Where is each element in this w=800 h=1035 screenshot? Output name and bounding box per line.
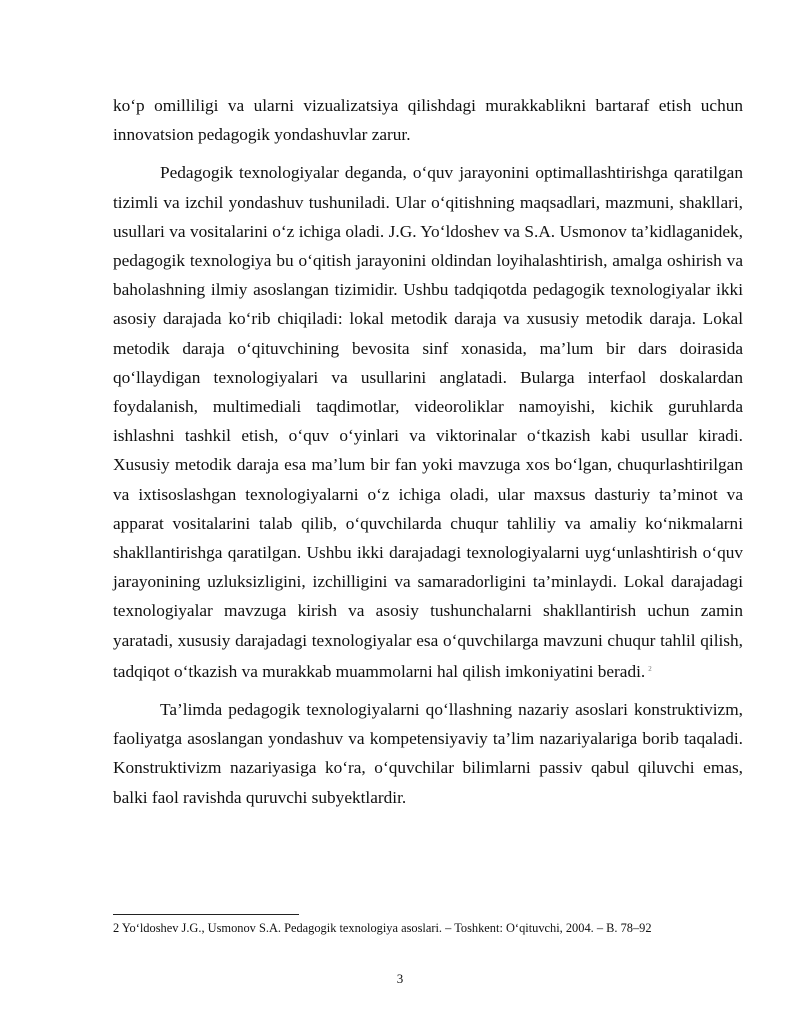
- paragraph-continuation: ko‘p omilliligi va ularni vizualizatsiya qilishdagi murakkablikni bartaraf etish uchun innovatsion pedagogik yondashuvlar zarur.: [113, 96, 743, 145]
- body-text: [113, 91, 743, 812]
- paragraph-pedagogical-technologies: [113, 158, 743, 686]
- footnote-reference[interactable]: 2: [648, 664, 652, 673]
- footnote: 2 Yo‘ldoshev J.G., Usmonov S.A. Pedagogik texnologiya asoslari. – Toshkent: O‘qituvchi, 2004. – B. 78–92: [113, 921, 652, 935]
- paragraph-theoretical-foundations: Ta’limda pedagogik texnologiyalarni qo‘llashning nazariy asoslari konstruktivizm, faoliyatga asoslangan yondashuv va kompetensiyaviy ta’lim nazariyalariga borib taqaladi. Konstruktivizm nazariyasiga ko‘ra, o‘quvchilar bilimlarni passiv qabul qiluvchi emas, balki faol ravishda quruvchi subyektlardir.: [113, 700, 743, 807]
- page-number: 3: [396, 971, 404, 986]
- paragraph-text: Pedagogik texnologiyalar deganda, o‘quv jarayonini optimallashtirishga qaratilgan tizimli va izchil yondashuv tushuniladi. Ular o‘qitishning maqsadlari, mazmuni, shakllari, usullari va vositalarini o‘z ichiga oladi. J.G. Yo‘ldoshev va S.A. Usmonov ta’kidlaganidek, pedagogik texnologiya bu o‘qitish jarayonini oldindan loyihalashtirish, amalga oshirish va baholashning ilmiy asoslangan tizimidir. Ushbu tadqiqotda pedagogik texnologiyalar ikki asosiy darajada ko‘rib chiqiladi: lokal metodik daraja va xususiy metodik daraja. Lokal metodik daraja o‘qituvchining bevosita sinf xonasida, ma’lum bir dars doirasida qo‘llaydigan texnologiyalari va usullarini anglatadi. Bularga interfaol doskalardan foydalanish, multimediali taqdimotlar, videoroliklar namoyishi, kichik guruhlarda ishlashni tashkil etish, o‘quv o‘yinlari va viktorinalar o‘tkazish kabi usullar kiradi. Xususiy metodik daraja esa ma’lum bir fan yoki mavzuga xos bo‘lgan, chuqurlashtirilgan va ixtisoslashgan texnologiyalarni o‘z ichiga oladi, ular maxsus dasturiy ta’minot va apparat vositalarini talab qilib, o‘quvchilarda chuqur tahliliy va amaliy ko‘nikmalarni shakllantirishga qaratilgan. Ushbu ikki darajadagi texnologiyalarni uyg‘unlashtirish o‘quv jarayonining uzluksizligini, izchilligini va samaradorligini ta’minlaydi. Lokal darajadagi texnologiyalar mavzuga kirish va asosiy tushunchalarni shakllantirish uchun zamin yaratadi, xususiy darajadagi texnologiyalar esa o‘quvchilarga mavzuni chuqur tahlil qilish, tadqiqot o‘tkazish va murakkab muammolarni hal qilish imkoniyatini beradi.: [113, 163, 743, 681]
- footnote-divider: [113, 914, 299, 915]
